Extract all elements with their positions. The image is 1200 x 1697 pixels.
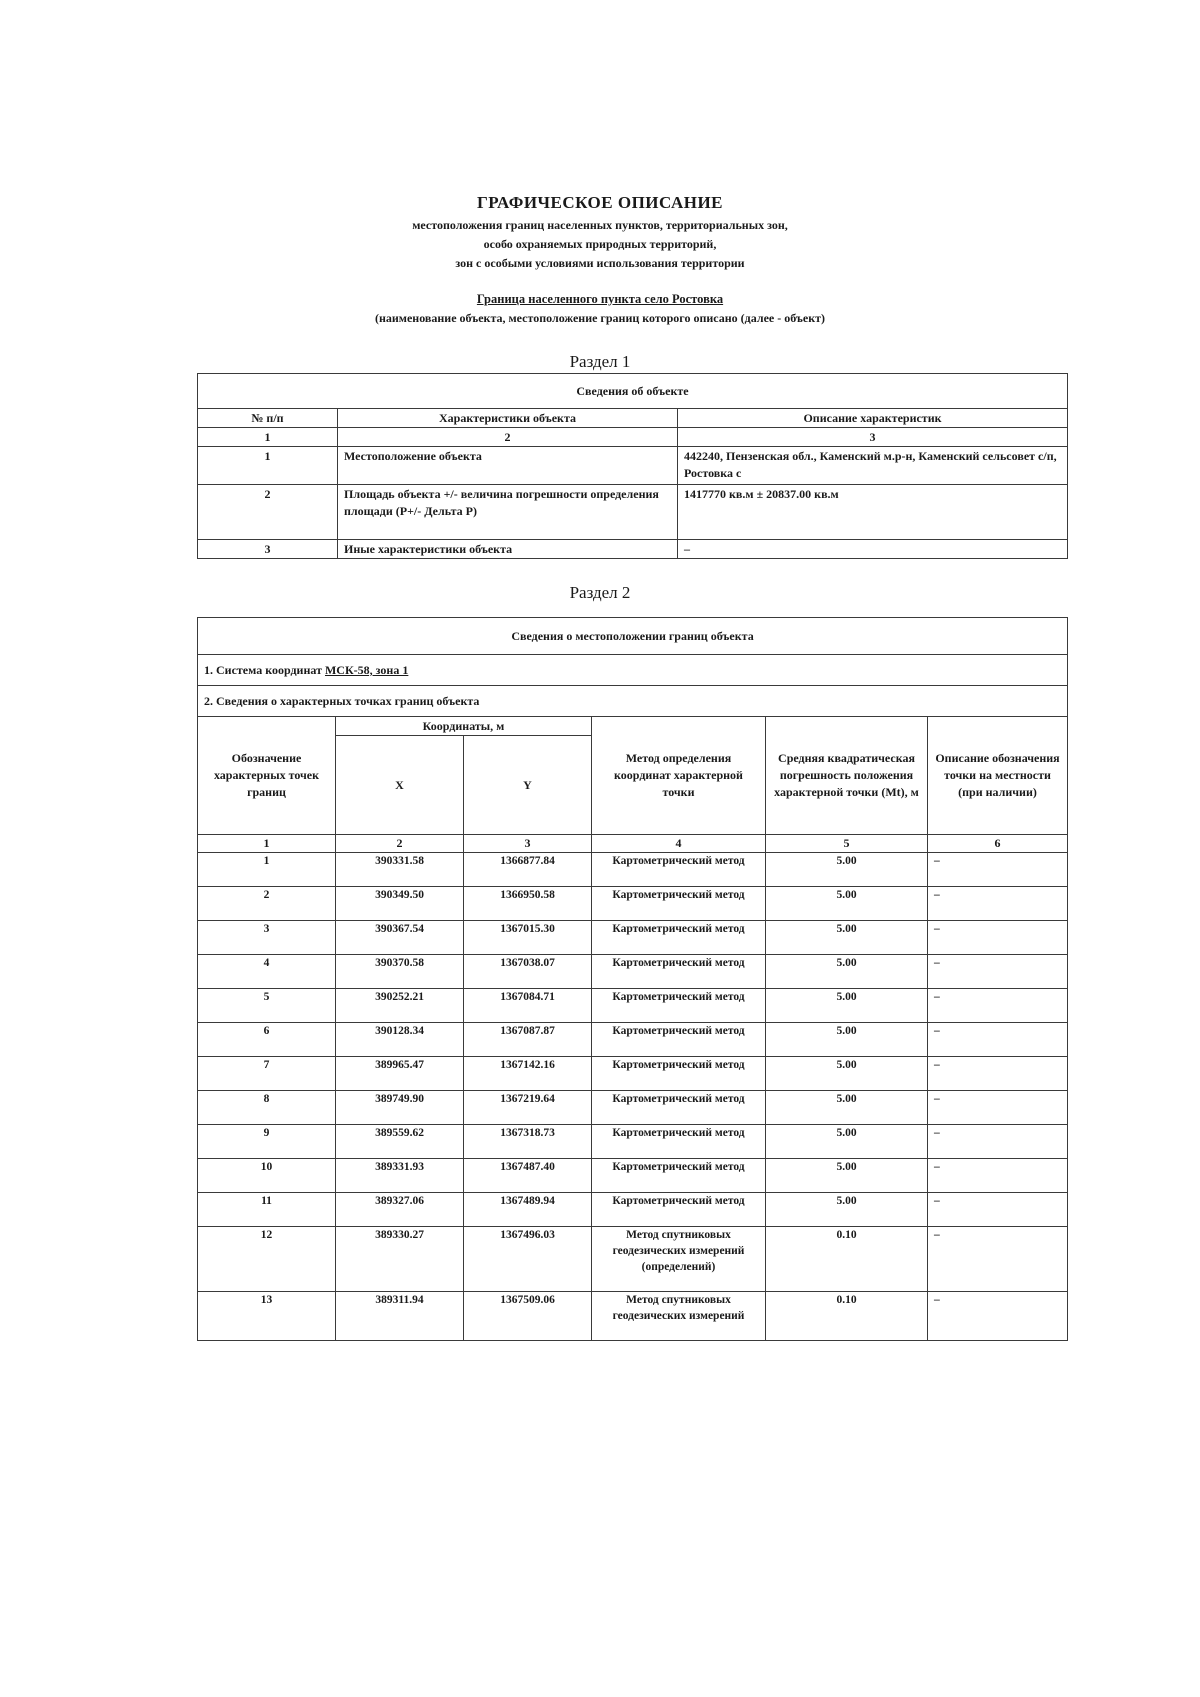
point-y: 1366950.58 [464, 887, 592, 921]
point-accuracy: 5.00 [766, 853, 928, 887]
subtitle-line-3: зон с особыми условиями использования территории [455, 256, 745, 270]
point-method: Картометрический метод [592, 921, 766, 955]
point-y: 1367087.87 [464, 1023, 592, 1057]
coord-system-row [198, 655, 1068, 686]
point-description: – [928, 1193, 1068, 1227]
table-row [198, 1091, 1068, 1125]
point-number: 9 [198, 1125, 336, 1159]
point-accuracy: 5.00 [766, 921, 928, 955]
point-method: Картометрический метод [592, 1193, 766, 1227]
point-y: 1367496.03 [464, 1227, 592, 1292]
point-number: 10 [198, 1159, 336, 1193]
col-number: 1 [198, 428, 338, 447]
point-x: 389331.93 [336, 1159, 464, 1193]
point-y: 1367015.30 [464, 921, 592, 955]
table-row [198, 989, 1068, 1023]
col-header-x: X [336, 736, 464, 835]
characteristic-name: Иные характеристики объекта [338, 540, 678, 559]
col-header-number: № п/п [198, 409, 338, 428]
point-accuracy: 5.00 [766, 887, 928, 921]
point-description: – [928, 1023, 1068, 1057]
point-y: 1367219.64 [464, 1091, 592, 1125]
point-accuracy: 5.00 [766, 1125, 928, 1159]
point-description: – [928, 1057, 1068, 1091]
point-x: 389311.94 [336, 1292, 464, 1341]
point-number: 5 [198, 989, 336, 1023]
characteristic-value: 442240, Пензенская обл., Каменский м.р-н, Каменский сельсовет с/п, Ростовка с [678, 447, 1068, 485]
point-description: – [928, 989, 1068, 1023]
point-x: 390349.50 [336, 887, 464, 921]
point-accuracy: 5.00 [766, 1193, 928, 1227]
point-method: Метод спутниковых геодезических измерений (определений) [592, 1227, 766, 1292]
point-y: 1367038.07 [464, 955, 592, 989]
point-accuracy: 5.00 [766, 1023, 928, 1057]
point-method: Картометрический метод [592, 1057, 766, 1091]
points-caption: 2. Сведения о характерных точках границ объекта [198, 686, 1068, 717]
section1-heading: Раздел 1 [569, 352, 631, 371]
point-method: Картометрический метод [592, 955, 766, 989]
object-info-caption: Сведения об объекте [198, 374, 1068, 409]
point-description: – [928, 1159, 1068, 1193]
point-number: 13 [198, 1292, 336, 1341]
point-y: 1367318.73 [464, 1125, 592, 1159]
characteristic-name: Площадь объекта +/- величина погрешности определения площади (P+/- Дельта P) [338, 485, 678, 540]
point-accuracy: 0.10 [766, 1227, 928, 1292]
table-row [198, 540, 1068, 559]
point-number: 2 [198, 887, 336, 921]
point-description: – [928, 1227, 1068, 1292]
col-number: 4 [592, 835, 766, 853]
table-row [198, 1125, 1068, 1159]
point-x: 389965.47 [336, 1057, 464, 1091]
point-method: Картометрический метод [592, 1023, 766, 1057]
point-method: Картометрический метод [592, 989, 766, 1023]
point-accuracy: 0.10 [766, 1292, 928, 1341]
boundary-caption: Сведения о местоположении границ объекта [198, 618, 1068, 655]
boundary-points-table [197, 617, 1068, 1341]
col-header-characteristics: Характеристики объекта [338, 409, 678, 428]
characteristic-value: – [678, 540, 1068, 559]
coord-system-value: МСК-58, зона 1 [324, 662, 409, 677]
point-number: 3 [198, 921, 336, 955]
point-description: – [928, 853, 1068, 887]
point-accuracy: 5.00 [766, 1159, 928, 1193]
point-x: 390331.58 [336, 853, 464, 887]
point-x: 389330.27 [336, 1227, 464, 1292]
table-row [198, 921, 1068, 955]
point-x: 390252.21 [336, 989, 464, 1023]
point-x: 390367.54 [336, 921, 464, 955]
point-number: 11 [198, 1193, 336, 1227]
col-number: 2 [338, 428, 678, 447]
col-number: 5 [766, 835, 928, 853]
table-row [198, 1292, 1068, 1341]
table-row [198, 853, 1068, 887]
table-row [198, 447, 1068, 485]
object-note: (наименование объекта, местоположение границ которого описано (далее - объект) [374, 311, 826, 325]
point-description: – [928, 1091, 1068, 1125]
col-number: 2 [336, 835, 464, 853]
col-number: 3 [678, 428, 1068, 447]
col-header-coords: Координаты, м [336, 717, 592, 736]
point-y: 1367142.16 [464, 1057, 592, 1091]
table-row [198, 1159, 1068, 1193]
row-number: 3 [198, 540, 338, 559]
point-x: 389749.90 [336, 1091, 464, 1125]
col-header-description: Описание обозначения точки на местности (при наличии) [928, 717, 1068, 835]
point-method: Картометрический метод [592, 887, 766, 921]
point-number: 12 [198, 1227, 336, 1292]
point-number: 6 [198, 1023, 336, 1057]
point-y: 1366877.84 [464, 853, 592, 887]
point-method: Картометрический метод [592, 853, 766, 887]
point-accuracy: 5.00 [766, 955, 928, 989]
section2-heading: Раздел 2 [569, 583, 631, 602]
table-row [198, 1057, 1068, 1091]
document-title: ГРАФИЧЕСКОЕ ОПИСАНИЕ [476, 193, 724, 212]
col-number: 6 [928, 835, 1068, 853]
characteristic-name: Местоположение объекта [338, 447, 678, 485]
point-method: Метод спутниковых геодезических измерений [592, 1292, 766, 1341]
point-number: 1 [198, 853, 336, 887]
col-header-accuracy: Средняя квадратическая погрешность положения характерной точки (Mt), м [766, 717, 928, 835]
point-y: 1367489.94 [464, 1193, 592, 1227]
point-y: 1367509.06 [464, 1292, 592, 1341]
col-number: 3 [464, 835, 592, 853]
characteristic-value: 1417770 кв.м ± 20837.00 кв.м [678, 485, 1068, 540]
point-method: Картометрический метод [592, 1091, 766, 1125]
object-name: Граница населенного пункта село Ростовка [476, 292, 724, 306]
col-number: 1 [198, 835, 336, 853]
point-description: – [928, 1292, 1068, 1341]
subtitle-line-1: местоположения границ населенных пунктов, территориальных зон, [412, 218, 788, 232]
point-x: 389327.06 [336, 1193, 464, 1227]
point-description: – [928, 921, 1068, 955]
point-accuracy: 5.00 [766, 989, 928, 1023]
point-y: 1367487.40 [464, 1159, 592, 1193]
point-accuracy: 5.00 [766, 1091, 928, 1125]
col-header-point: Обозначение характерных точек границ [198, 717, 336, 835]
col-header-description: Описание характеристик [678, 409, 1068, 428]
point-number: 4 [198, 955, 336, 989]
table-row [198, 485, 1068, 540]
col-header-method: Метод определения координат характерной точки [592, 717, 766, 835]
point-description: – [928, 1125, 1068, 1159]
point-x: 389559.62 [336, 1125, 464, 1159]
row-number: 2 [198, 485, 338, 540]
table-row [198, 1227, 1068, 1292]
table-row [198, 955, 1068, 989]
point-x: 390370.58 [336, 955, 464, 989]
object-info-table [197, 373, 1068, 559]
col-header-y: Y [464, 736, 592, 835]
row-number: 1 [198, 447, 338, 485]
point-description: – [928, 887, 1068, 921]
point-method: Картометрический метод [592, 1125, 766, 1159]
point-method: Картометрический метод [592, 1159, 766, 1193]
table-row [198, 1193, 1068, 1227]
point-y: 1367084.71 [464, 989, 592, 1023]
table-row [198, 1023, 1068, 1057]
point-number: 7 [198, 1057, 336, 1091]
point-x: 390128.34 [336, 1023, 464, 1057]
point-accuracy: 5.00 [766, 1057, 928, 1091]
coord-system-label: 1. Система координат [204, 662, 322, 677]
subtitle-line-2: особо охраняемых природных территорий, [483, 237, 717, 251]
point-description: – [928, 955, 1068, 989]
table-row [198, 887, 1068, 921]
point-number: 8 [198, 1091, 336, 1125]
